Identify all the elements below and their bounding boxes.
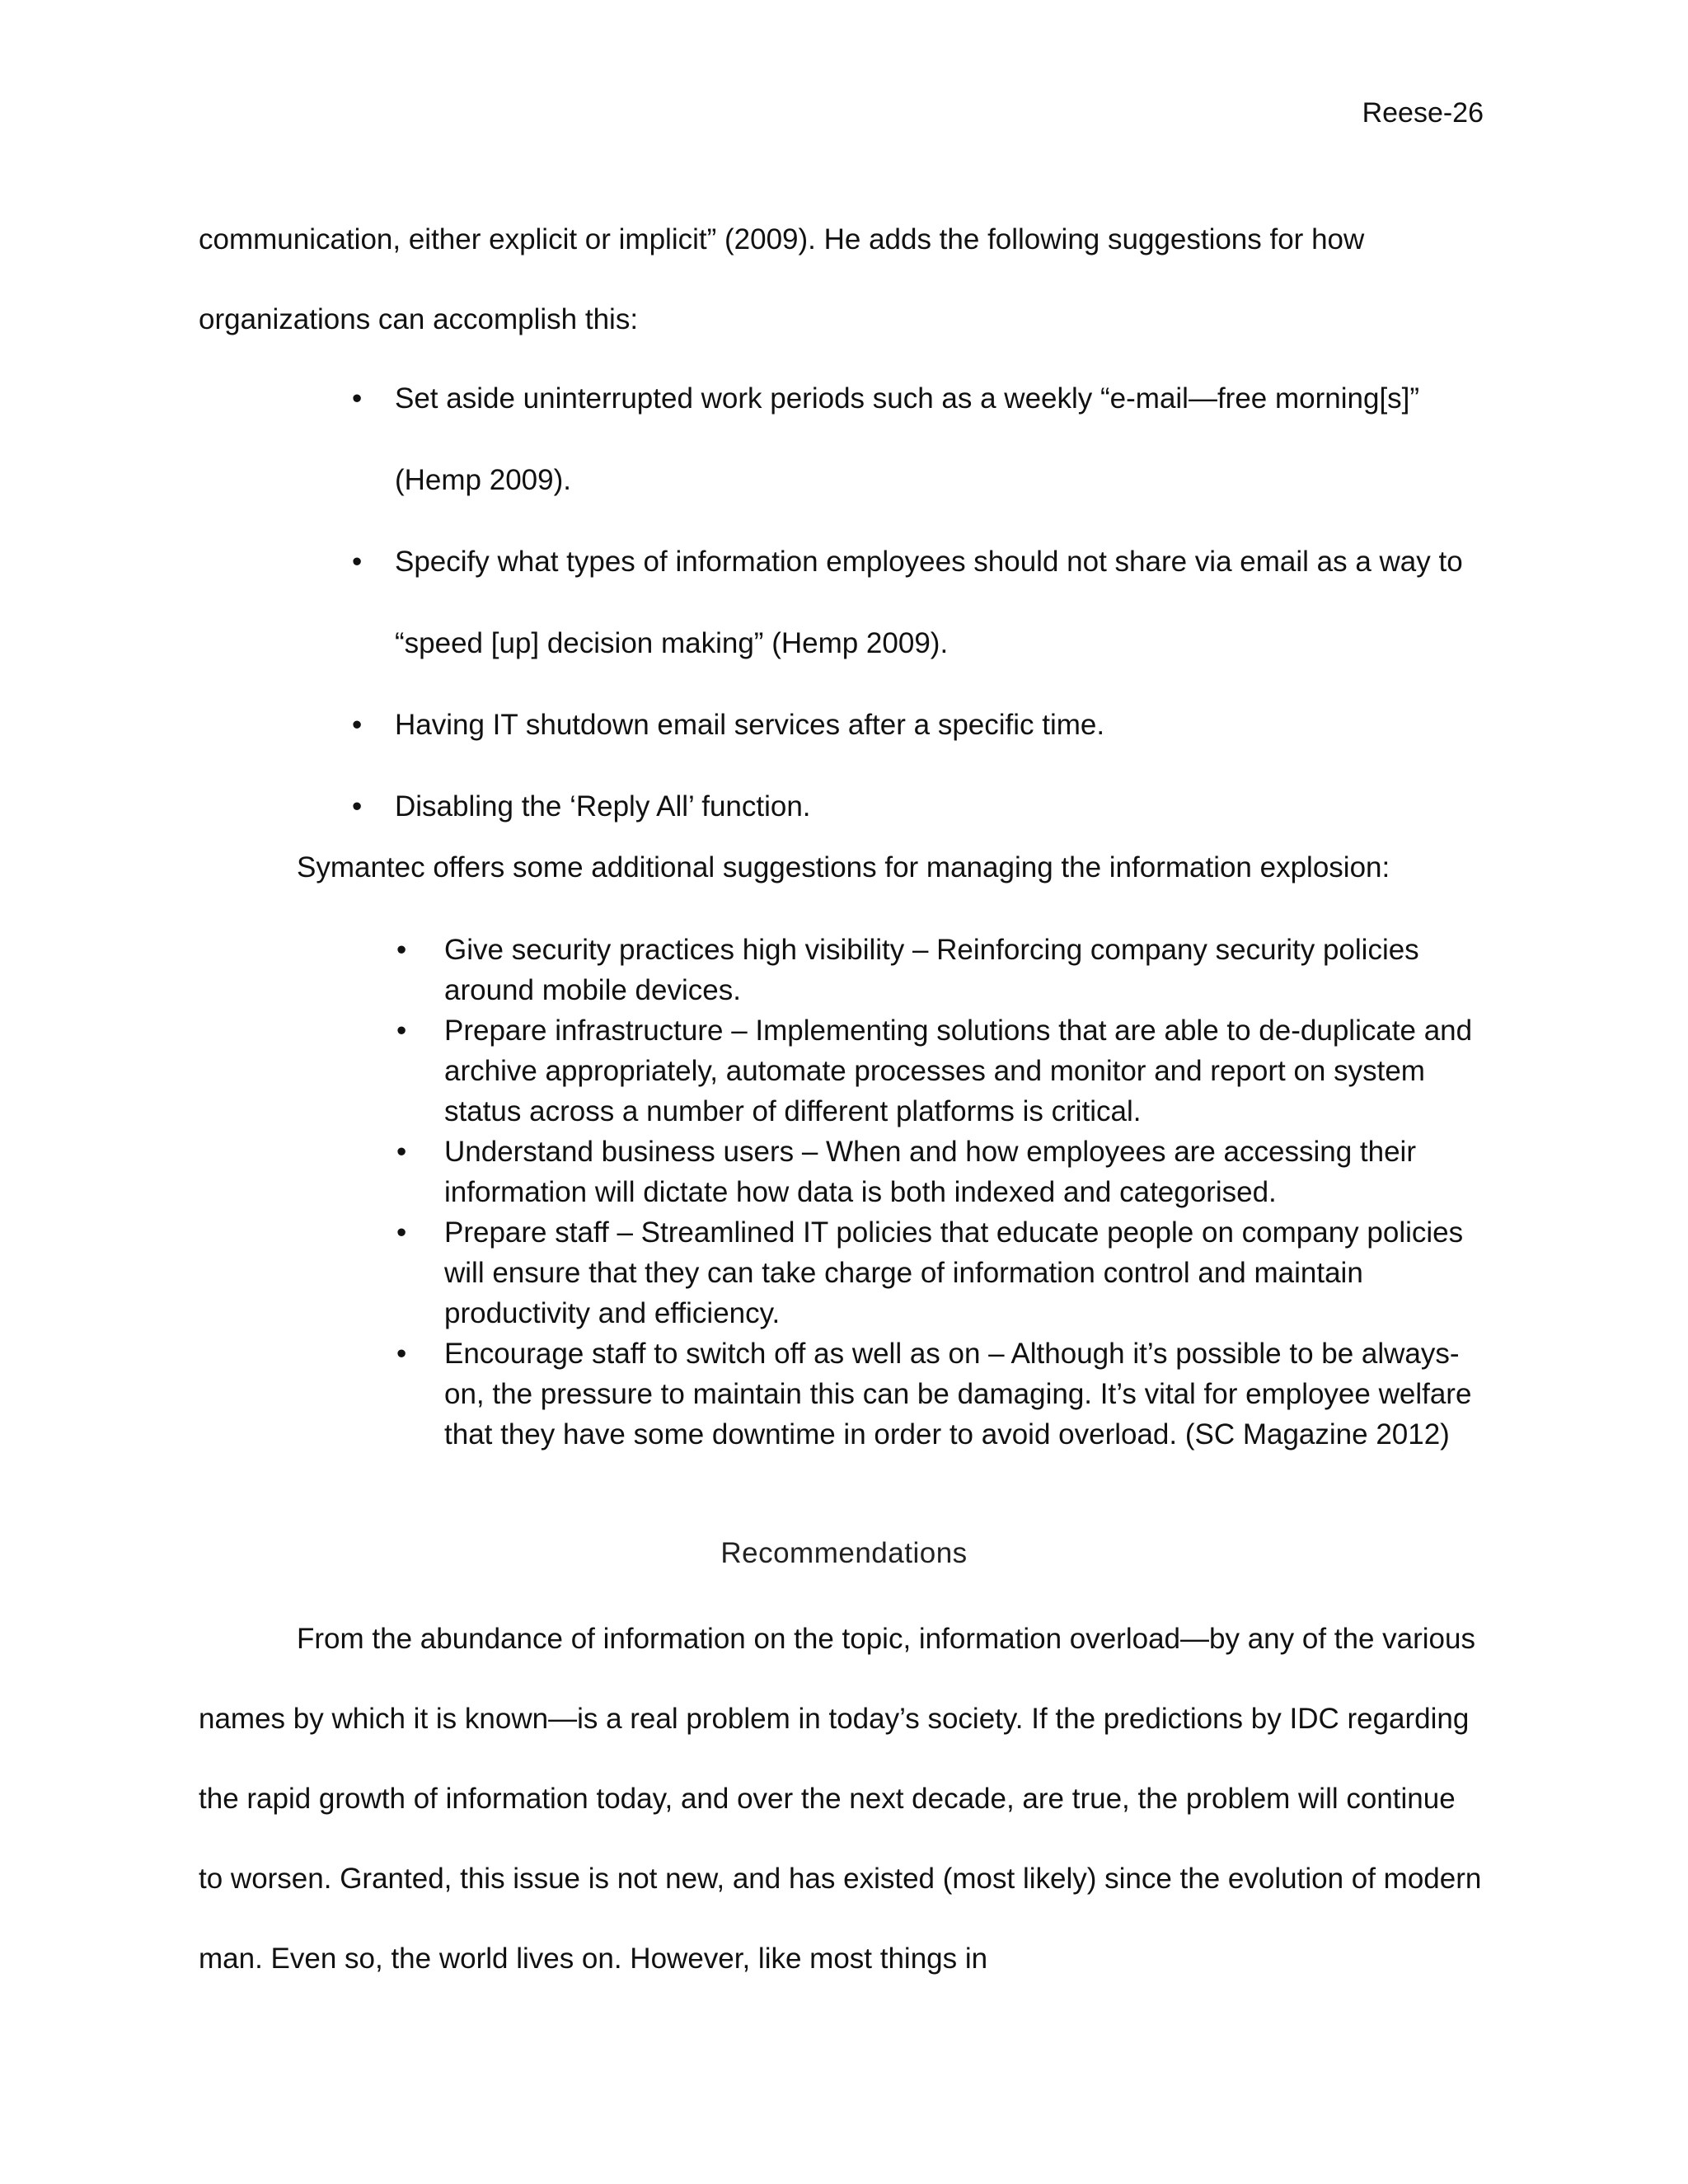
page-header [1362, 96, 1484, 129]
bullet-icon: • [396, 1136, 407, 1168]
list-item [392, 1333, 1496, 1455]
bullet-icon: • [396, 1015, 407, 1047]
list-item [392, 1132, 1496, 1212]
bullet-icon: • [352, 546, 363, 578]
list-item-text: Prepare infrastructure – Implementing solutions that are able to de-duplicate and archive appropriately, automate processes and monitor and report on system status across a number of different platforms is critical. [444, 1015, 1473, 1127]
list-item-text: Give security practices high visibility – Reinforcing company security policies around mobile devices. [444, 934, 1419, 1006]
list-item [392, 930, 1496, 1010]
bullet-icon: • [396, 1216, 407, 1249]
list-item [392, 1010, 1496, 1132]
bullet-icon: • [352, 709, 363, 741]
list-item [342, 684, 1496, 766]
list-item-text: Prepare staff – Streamlined IT policies that educate people on company policies will ensure that they can take charge of information control and maintain productivity and efficiency. [444, 1216, 1464, 1329]
section-heading-recommendations: Recommendations [720, 1537, 968, 1569]
list-item [342, 358, 1496, 521]
hemp-suggestions-list [342, 358, 1496, 847]
bullet-icon: • [396, 1338, 407, 1370]
bullet-icon: • [396, 934, 407, 966]
recommendations-paragraph [199, 1599, 1484, 1999]
symantec-intro-paragraph: Symantec offers some additional suggestions for managing the information explosion: [297, 851, 1390, 883]
page-number-label: Reese-26 [1362, 97, 1484, 129]
list-item-text: Set aside uninterrupted work periods such as a weekly “e-mail—free morning[s]” (Hemp 2009). [395, 382, 1420, 496]
symantec-suggestions-list [392, 930, 1496, 1455]
intro-paragraph: communication, either explicit or implicit” (2009). He adds the following suggestions for how organizations can accomplish this: [199, 223, 1365, 335]
list-item-text: Encourage staff to switch off as well as on – Although it’s possible to be always-on, the pressure to maintain this can be damaging. It’s vital for employee welfare that they have some downtime in order to avoid overload. (SC Magazine 2012) [444, 1338, 1472, 1451]
list-item [342, 521, 1496, 684]
list-item [342, 766, 1496, 847]
list-item-text: Understand business users – When and how employees are accessing their information will dictate how data is both indexed and categorised. [444, 1136, 1416, 1208]
bullet-icon: • [352, 382, 363, 415]
list-item [392, 1212, 1496, 1333]
bullet-icon: • [352, 790, 363, 823]
list-item-text: Having IT shutdown email services after a specific time. [395, 709, 1105, 741]
recommendations-paragraph-text: From the abundance of information on the topic, information overload—by any of the various names by which it is known—is a real problem in today’s society. If the predictions by IDC regarding the rapid growth of information today, and over the next decade, are true, the problem will continue to worsen. Granted, this issue is not new, and has existed (most likely) since the evolution of modern man. Even so, the world lives on. However, like most things in [199, 1623, 1482, 1975]
list-item-text: Disabling the ‘Reply All’ function. [395, 790, 811, 823]
list-item-text: Specify what types of information employees should not share via email as a way to “speed [up] decision making” (Hemp 2009). [395, 546, 1463, 659]
